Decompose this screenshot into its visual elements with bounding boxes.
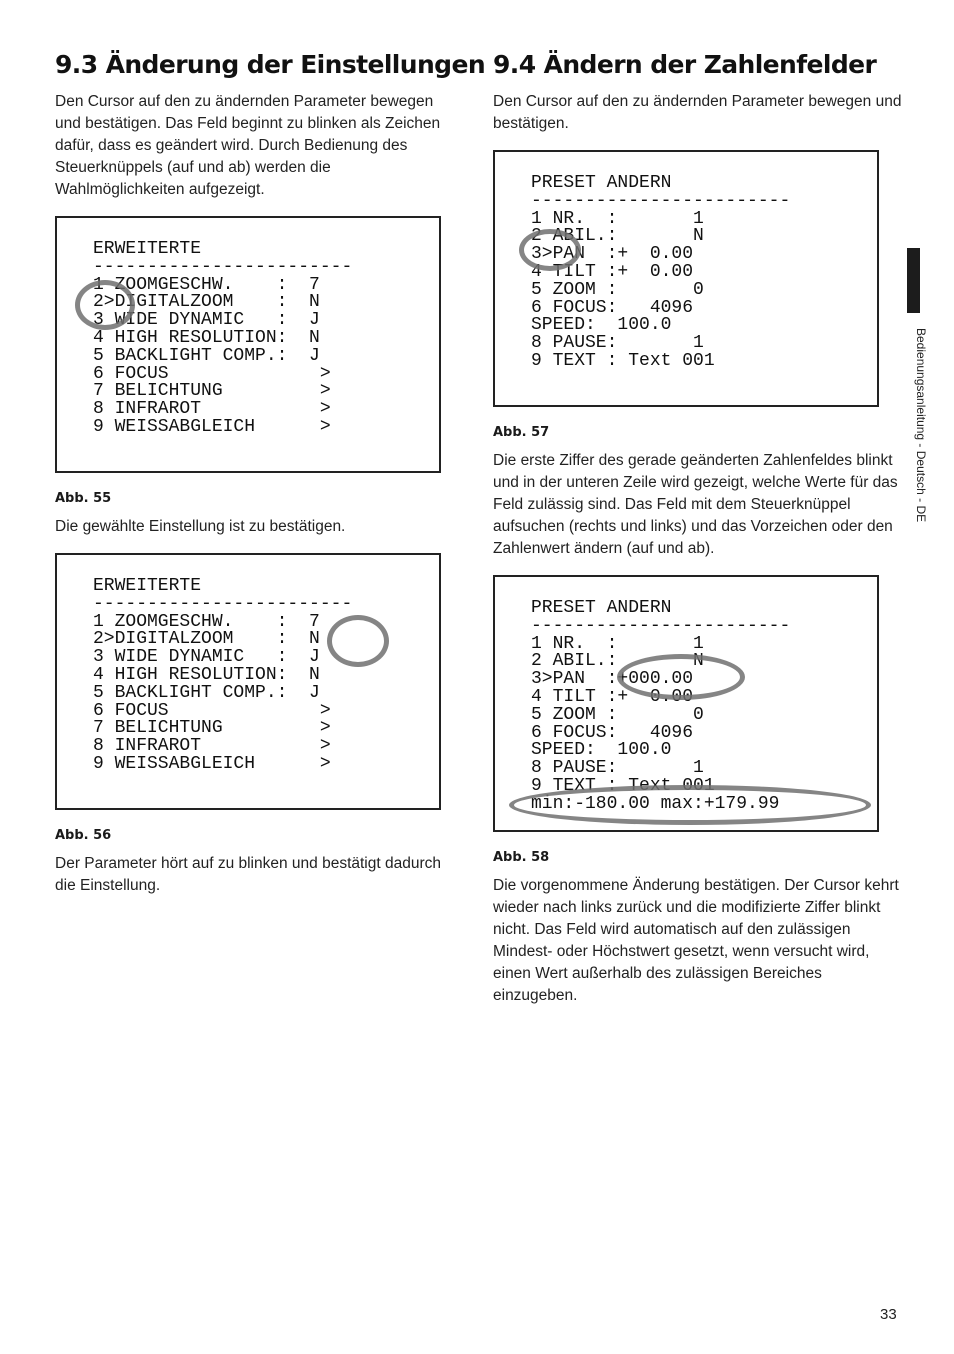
figure-caption: Abb. 56 — [55, 828, 112, 843]
osd-screen-figure-55 — [55, 216, 441, 473]
section-heading: 9.3 Änderung der Einstellungen — [55, 50, 486, 79]
side-tab-label: Bedienungsanleitung - Deutsch - DE — [914, 328, 928, 523]
osd-screen-figure-57 — [493, 150, 879, 407]
highlight-circle — [519, 229, 581, 271]
highlight-ellipse-range — [509, 785, 871, 825]
highlight-circle — [75, 280, 135, 330]
intro-paragraph: Den Cursor auf den zu ändernden Parameter bewegen und bestätigen. — [493, 93, 902, 132]
osd-menu-text: PRESET ANDERN ------------------------ 1 NR. : 1 2 ABIL.: N 3>PAN :+000.00 4 TILT :+ 0.00 5 ZOOM : 0 6 FOCUS: 4096 SPEED: 100.0 8 PAUSE: 1 9 TEXT : Text 001 min:-180.00 max:+179.99 — [531, 598, 791, 814]
figure-caption: Abb. 58 — [493, 850, 550, 865]
section-9-4 — [493, 50, 903, 1007]
side-tab-marker — [907, 248, 920, 313]
osd-menu-text: ERWEITERTE ------------------------ 1 ZOOMGESCHW. : 7 2>DIGITALZOOM : N 3 WIDE DYNAMIC : J 4 HIGH RESOLUTION: N 5 BACKLIGHT COMP.: J 6 FOCUS > 7 BELICHTUNG > 8 INFRAROT > 9 WEISSABGLEICH > — [93, 239, 353, 437]
intro-paragraph: Den Cursor auf den zu ändernden Parameter bewegen und bestätigen. Das Feld beginnt zu blinken als Zeichen dafür, dass es geändert wird. Durch Bedienung des Steuerknüppels (auf und ab) werden die Wahlmöglichkeiten aufgezeigt. — [55, 93, 441, 198]
osd-screen-figure-56 — [55, 553, 441, 810]
page-number: 33 — [880, 1306, 897, 1323]
body-paragraph: Der Parameter hört auf zu blinken und bestätigt dadurch die Einstellung. — [55, 855, 442, 894]
highlight-ellipse-value — [617, 654, 745, 700]
osd-screen-figure-58 — [493, 575, 879, 832]
figure-caption: Abb. 57 — [493, 425, 550, 440]
osd-menu-text: ERWEITERTE ------------------------ 1 ZOOMGESCHW. : 7 2>DIGITALZOOM : N 3 WIDE DYNAMIC : J 4 HIGH RESOLUTION: N 5 BACKLIGHT COMP.: J 6 FOCUS > 7 BELICHTUNG > 8 INFRAROT > 9 WEISSABGLEICH > — [93, 576, 353, 774]
body-paragraph: Die gewählte Einstellung ist zu bestätigen. — [55, 518, 346, 535]
body-paragraph: Die erste Ziffer des gerade geänderten Zahlenfeldes blinkt und in der unteren Zeile wird gezeigt, welche Werte für das Feld zulässig sind. Das Feld mit dem Steuerknüppel aufsuchen (rechts und links) und das Vorzeichen oder den Zahlenwert ändern (auf und ab). — [493, 452, 898, 557]
osd-menu-text: PRESET ANDERN ------------------------ 1 NR. : 1 2 ABIL.: N 3>PAN :+ 0.00 4 TILT :+ 0.00 5 ZOOM : 0 6 FOCUS: 4096 SPEED: 100.0 8 PAUSE: 1 9 TEXT : Text 001 — [531, 173, 791, 371]
highlight-circle — [327, 615, 389, 667]
body-paragraph: Die vorgenommene Änderung bestätigen. Der Cursor kehrt wieder nach links zurück und die modifizierte Ziffer blinkt nicht. Das Feld wird automatisch auf den zulässigen Mindest- oder Höchstwert gesetzt, wenn versucht wird, einen Wert außerhalb des zulässigen Bereiches einzugeben. — [493, 877, 899, 1004]
section-heading: 9.4 Ändern der Zahlenfelder — [493, 50, 877, 79]
section-9-3 — [55, 50, 486, 897]
figure-caption: Abb. 55 — [55, 491, 112, 506]
